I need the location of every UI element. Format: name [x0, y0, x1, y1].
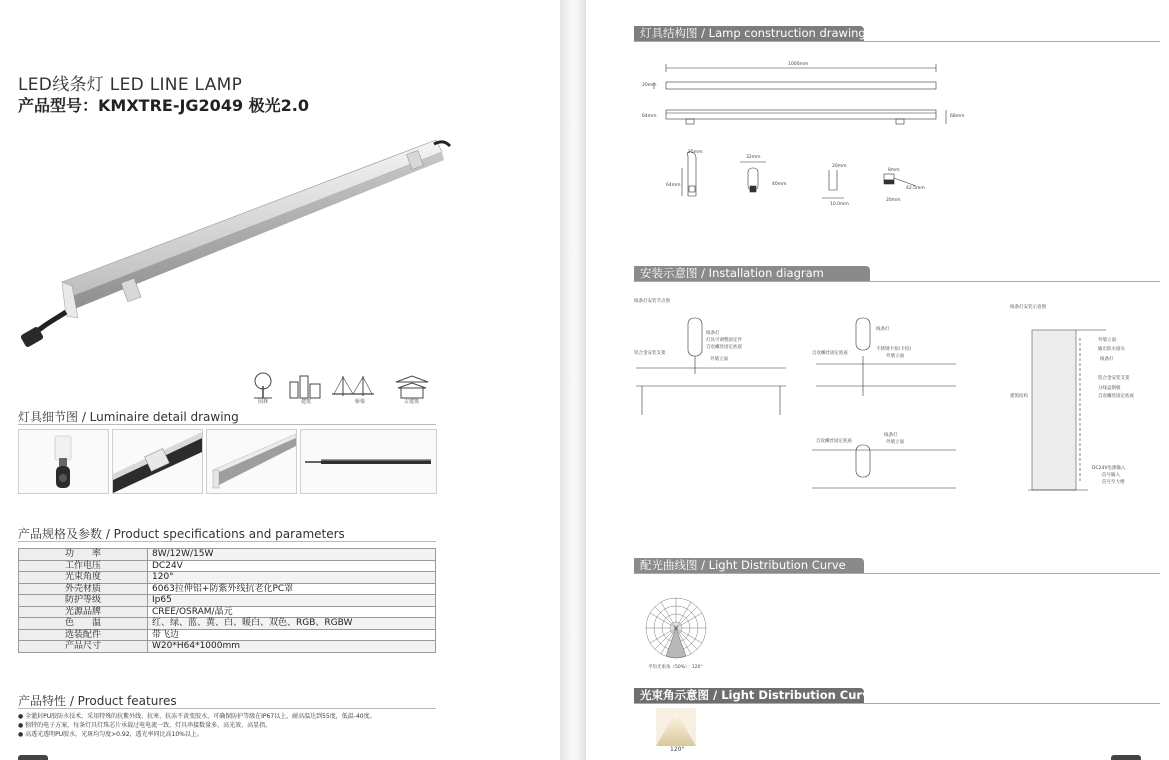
dim-c4-bottom: 20mm: [886, 198, 901, 203]
application-icons: [250, 372, 430, 402]
spec-key: 色 温: [19, 618, 148, 630]
app-label-bridge: 桥梁: [355, 399, 366, 405]
spec-key: 防护等级: [19, 595, 148, 607]
install-label-b2: 自攻螺丝固定底座: [812, 351, 848, 356]
spec-key: 工作电压: [19, 560, 148, 572]
install-label-w2: 输出防水接头: [1098, 347, 1125, 352]
installation-heading: 安装示意图 / Installation diagram: [634, 266, 870, 281]
app-label-ancient: 古建筑: [404, 399, 420, 405]
install-label-w5: 分线盒钢板: [1098, 386, 1121, 391]
product-hero-image: [14, 130, 454, 360]
page-number-tab-right: [1111, 755, 1141, 760]
beam-divider: [634, 703, 1160, 704]
dim-height-2: 68mm: [950, 114, 965, 119]
table-row: [19, 560, 436, 572]
beam-angle-value: 120°: [670, 746, 685, 753]
features-list: [18, 712, 376, 739]
dim-c4-side: 42.5mm: [906, 186, 925, 191]
bridge-icon: [332, 376, 374, 396]
spec-value: CREE/OSRAM/晶元: [148, 606, 436, 618]
ancient-building-icon: [396, 376, 428, 398]
page-number-tab-left: [18, 755, 48, 760]
table-row: [19, 629, 436, 641]
detail-thumb-endcap: [18, 429, 109, 494]
install-label-b4: 外墙立面: [886, 354, 904, 359]
spec-key: 产品尺寸: [19, 641, 148, 653]
spec-key: 光源品牌: [19, 606, 148, 618]
install-label-w7: 建筑结构: [1010, 394, 1028, 399]
spec-value: 带飞边: [148, 629, 436, 641]
install-label-w9: 信号输入: [1102, 473, 1120, 478]
spec-heading: 产品规格及参数 / Product specifications and parameters: [18, 527, 345, 541]
detail-thumb-body: [206, 429, 297, 494]
spec-divider: [18, 541, 436, 542]
detail-thumb-full: [300, 429, 437, 494]
app-label-garden: 园林: [258, 399, 269, 405]
spec-key: 选装配件: [19, 629, 148, 641]
spec-value: W20*H64*1000mm: [148, 641, 436, 653]
detail-divider: [18, 424, 436, 425]
product-model: 产品型号：KMXTRE-JG2049 极光2.0: [18, 96, 309, 115]
install-label-c3: 外墙立面: [886, 440, 904, 445]
install-label-a5: 外墙立面: [710, 357, 728, 362]
spec-value: 8W/12W/15W: [148, 549, 436, 561]
spec-key: 外壳材质: [19, 583, 148, 595]
install-label-w6: 自攻螺丝固定底座: [1098, 394, 1134, 399]
spec-table: [18, 548, 436, 653]
construction-divider: [634, 41, 1160, 42]
spec-value: DC24V: [148, 560, 436, 572]
dim-c-h: 64mm: [666, 183, 681, 188]
dim-c4-top: 8mm: [888, 168, 900, 173]
dim-c-top: 25mm: [688, 150, 703, 155]
dim-width: 20mm: [642, 83, 657, 88]
table-row: [19, 641, 436, 653]
distribution-divider: [634, 573, 1160, 574]
feature-item: ● 高透光透明PU胶水，光斑均匀度>0.92，透光率同比高10%以上。: [18, 731, 203, 738]
install-label-a2: 灯具可调整固定件: [706, 338, 742, 343]
table-row: [19, 618, 436, 630]
spec-value: 120°: [148, 572, 436, 584]
dim-c2-top: 32mm: [746, 155, 761, 160]
polar-distribution-chart: [638, 594, 718, 666]
install-label-c2: 自攻螺丝固定底座: [816, 439, 852, 444]
table-row: [19, 595, 436, 607]
detail-thumb-bracket: [112, 429, 203, 494]
install-label-c1: 线条灯: [884, 433, 898, 438]
install-left-title: 线条灯安装节点图: [634, 299, 670, 304]
install-label-a1: 线条灯: [706, 331, 720, 336]
garden-icon: [254, 373, 272, 398]
install-label-w1: 外墙立面: [1098, 338, 1116, 343]
install-right-title: 线条灯安装示意图: [1010, 305, 1046, 310]
beam-heading: 光束角示意图 / Light Distribution Curve: [634, 688, 864, 703]
dim-length: 1000mm: [788, 62, 809, 67]
building-icon: [290, 376, 320, 398]
construction-drawing: [636, 58, 966, 218]
spec-value: Ip65: [148, 595, 436, 607]
table-row: [19, 572, 436, 584]
features-divider: [18, 708, 436, 709]
install-label-w4: 铝合金安装支架: [1098, 376, 1130, 381]
install-label-a3: 自攻螺丝固定底座: [706, 345, 742, 350]
table-row: [19, 583, 436, 595]
left-page: [0, 0, 560, 760]
table-row: [19, 549, 436, 561]
spec-key: 功 率: [19, 549, 148, 561]
installation-divider: [634, 281, 1160, 282]
dim-c2-h: 40mm: [772, 182, 787, 187]
dim-c3-bottom: 10.0mm: [830, 202, 849, 207]
install-label-w3: 线条灯: [1100, 357, 1114, 362]
app-label-building: 建筑: [301, 399, 312, 405]
spec-key: 光束角度: [19, 572, 148, 584]
product-title: LED线条灯 LED LINE LAMP: [18, 75, 243, 95]
book-gutter: [560, 0, 586, 760]
dim-height: 64mm: [642, 114, 657, 119]
spec-value: 6063拉伸铝+防紫外线抗老化PC罩: [148, 583, 436, 595]
install-label-w8: DC24V电源输入: [1092, 466, 1126, 471]
dim-c3-top: 20mm: [832, 164, 847, 169]
feature-item: ● 独特的电子方案，每条灯具灯珠芯片承载过电电流一致，灯具串接数量多，高光效、高显指。: [18, 722, 272, 729]
right-page: [586, 0, 1169, 760]
construction-heading: 灯具结构图 / Lamp construction drawing: [634, 26, 864, 41]
install-label-w10: 信号至大楼: [1102, 480, 1125, 485]
table-row: [19, 606, 436, 618]
features-heading: 产品特性 / Product features: [18, 694, 177, 708]
install-label-b3: 不锈钢卡扣(卡扣): [876, 347, 912, 352]
spec-value: 红、绿、蓝、黄、白、暖白、双色、RGB、RGBW: [148, 618, 436, 630]
install-label-a4: 铝合金安装支架: [634, 351, 666, 356]
beam-angle-illustration: [656, 708, 696, 746]
polar-caption: 平均光束角（50%）：120°: [648, 665, 703, 670]
feature-item: ● 全灌封PU胶防水技术，采用特殊的抗紫外线、抗寒、抗冻不黄变胶水，可确保防护等级在IP67以上，耐高温达到55度，低温-40度。: [18, 713, 376, 720]
detail-heading: 灯具细节图 / Luminaire detail drawing: [18, 410, 239, 424]
install-label-b1: 线条灯: [876, 327, 890, 332]
distribution-heading: 配光曲线图 / Light Distribution Curve: [634, 558, 864, 573]
